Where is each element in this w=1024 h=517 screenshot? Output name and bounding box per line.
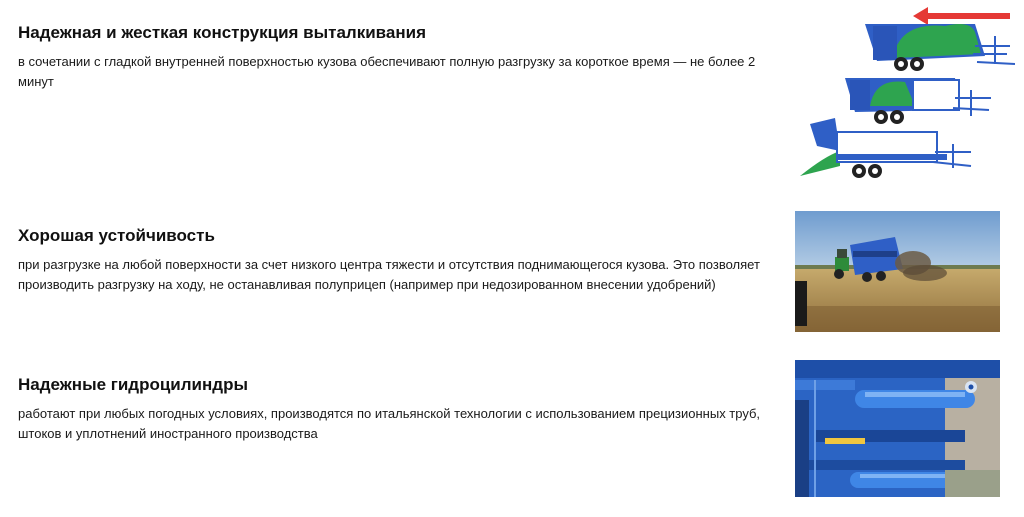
feature-description: в сочетании с гладкой внутренней поверхностью кузова обеспечивают полную разгрузку за короткое время — не более 2 минут (18, 54, 756, 89)
feature-title: Надежная и жесткая конструкция выталкивания (18, 23, 426, 42)
feature-title: Надежные гидроцилиндры (18, 375, 248, 394)
feature-item (18, 22, 778, 92)
feature-description: работают при любых погодных условиях, производятся по итальянской технологии с использованием прецизионных труб, штоков и уплотнений иностранного производства (18, 406, 761, 441)
feature-title: Хорошая устойчивость (18, 226, 215, 245)
arrow-left-icon (913, 7, 1010, 25)
feature-item (18, 225, 778, 295)
trailer-unloading-diagram-icon (795, 6, 1015, 186)
field-unloading-photo-icon (795, 211, 1000, 332)
feature-description: при разгрузке на любой поверхности за счет низкого центра тяжести и отсутствия поднимающегося кузова. Это позволяет производить разгрузку на ходу, не останавливая полуприцеп (например при недозированном внесении удобрений) (18, 257, 760, 292)
feature-item (18, 374, 778, 444)
hydraulic-cylinders-photo-icon (795, 360, 1000, 497)
